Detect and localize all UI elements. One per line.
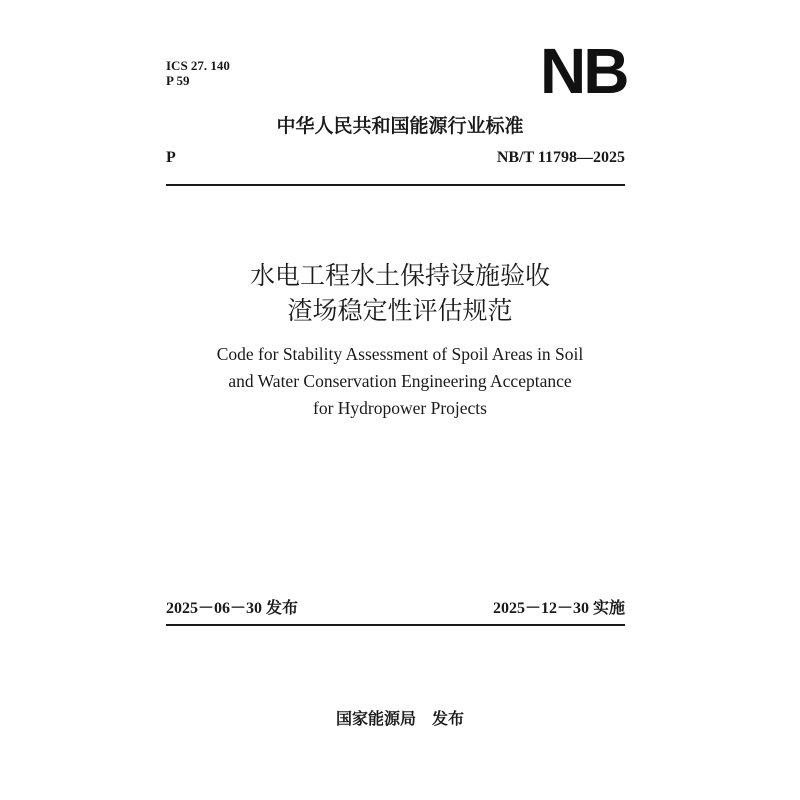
title-english-line-2: and Water Conservation Engineering Acceptance: [228, 371, 572, 391]
ccs-code: P 59: [166, 73, 190, 88]
standard-category: 中华人民共和国能源行业标准: [276, 115, 524, 137]
nb-logo: NB: [540, 35, 627, 107]
standard-number: NB/T 11798—2025: [496, 149, 625, 166]
title-english-line-1: Code for Stability Assessment of Spoil Areas in Soil: [216, 344, 584, 364]
title-chinese-line-2: 渣场稳定性评估规范: [287, 296, 513, 325]
bottom-divider: [166, 624, 625, 626]
classification-letter: P: [166, 149, 176, 166]
implementation-date: 2025－12－30 实施: [492, 600, 625, 617]
top-divider: [166, 184, 625, 186]
publisher: 国家能源局 发布: [335, 709, 464, 728]
title-english-line-3: for Hydropower Projects: [313, 398, 487, 418]
issue-date: 2025－06－30 发布: [166, 600, 299, 617]
ics-code: ICS 27. 140: [166, 58, 230, 73]
classification-codes: [166, 58, 230, 88]
title-chinese-line-1: 水电工程水土保持设施验收: [249, 261, 550, 290]
